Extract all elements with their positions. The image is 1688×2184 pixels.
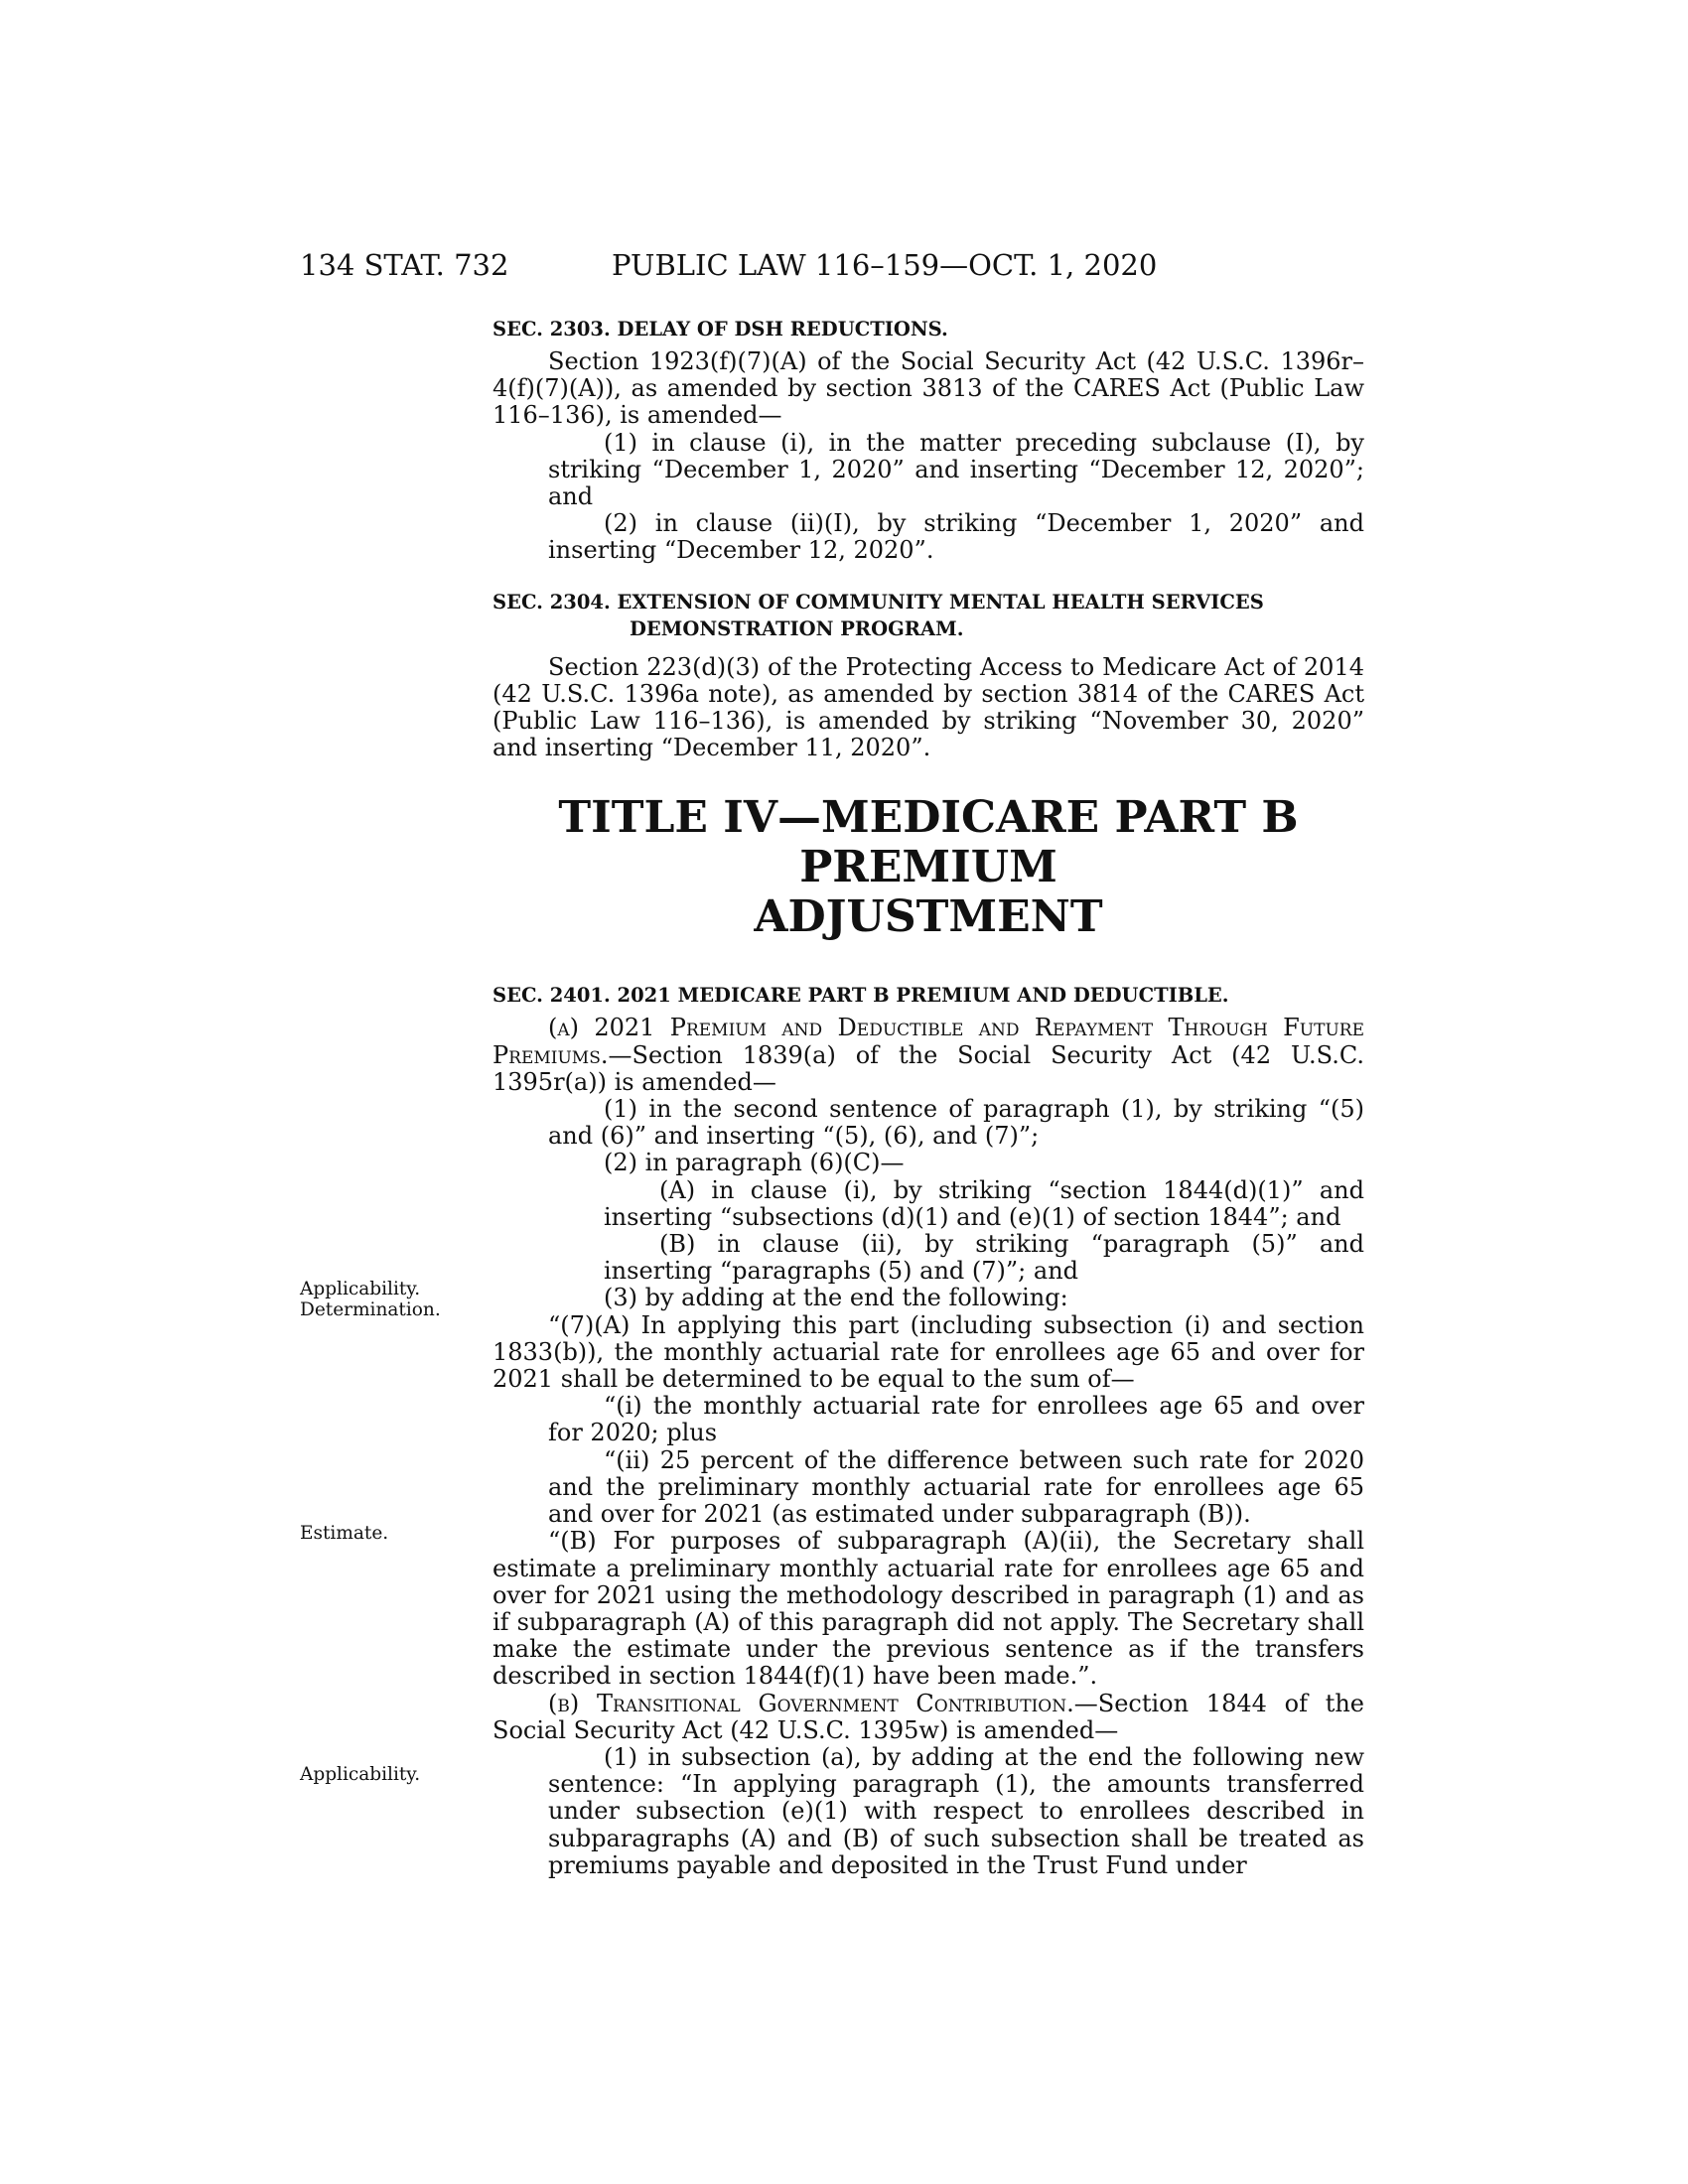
margin-note-applicability-determination xyxy=(300,1279,469,1320)
subsection-a-caption: (a) 2021 Premium and Deductible and Repayment Through Future Premiums. xyxy=(492,1014,1364,1069)
quoted-clause-i: “(i) the monthly actuarial rate for enrollees age 65 and over for 2020; plus xyxy=(548,1392,1364,1447)
title-iv-line-2: ADJUSTMENT xyxy=(754,891,1103,943)
quoted-subparagraph-B: “(B) For purposes of subparagraph (A)(ii), the Secretary shall estimate a preliminary monthly actuarial rate for enrollees age 65 and over for 2021 using the methodology described in paragraph (1) and as if subparagraph (A) of this paragraph did not apply. The Secretary shall make the estimate under the previous sentence as if the transfers described in section 1844(f)(1) have been made.”. xyxy=(492,1527,1364,1691)
section-2303-paragraph-2: (2) in clause (ii)(I), by striking “December 1, 2020” and inserting “December 12, 2020”. xyxy=(548,509,1364,565)
subsection-a-paragraph-2-B: (B) in clause (ii), by striking “paragraph (5)” and inserting “paragraphs (5) and (7)”; and xyxy=(604,1230,1364,1286)
subsection-b-paragraph-1: (1) in subsection (a), by adding at the end the following new sentence: “In applying paragraph (1), the amounts transferred under subsection (e)(1) with respect to enrollees described in subparagraphs (A) and (B) of such subsection shall be treated as premiums payable and deposited in the Trust Fund under xyxy=(548,1742,1364,1879)
section-heading-2401: SEC. 2401. 2021 MEDICARE PART B PREMIUM AND DEDUCTIBLE. xyxy=(492,984,1229,1008)
stat-page-number: 134 STAT. 732 xyxy=(300,248,509,282)
title-iv-line-1: TITLE IV—MEDICARE PART B PREMIUM xyxy=(558,792,1299,893)
subsection-a-paragraph-3: (3) by adding at the end the following: xyxy=(604,1284,1068,1312)
title-iv-heading xyxy=(492,793,1364,942)
subsection-a-paragraph-1: (1) in the second sentence of paragraph (1), by striking “(5) and (6)” and inserting “(5), (6), and (7)”; xyxy=(548,1095,1364,1151)
subsection-a-text: —Section 1839(a) of the Social Security Act (42 U.S.C. 1395r(a)) is amended— xyxy=(492,1040,1364,1096)
margin-note-applicability: Applicability. xyxy=(300,1279,421,1299)
section-2304-text: Section 223(d)(3) of the Protecting Access to Medicare Act of 2014 (42 U.S.C. 1396a note), as amended by section 3814 of the CARES Act (Public Law 116–136), is amended by striking “November 30, 2020” and inserting “December 11, 2020”. xyxy=(492,652,1364,762)
subsection-a-paragraph-2: (2) in paragraph (6)(C)— xyxy=(604,1149,905,1177)
quoted-clause-ii: “(ii) 25 percent of the difference between such rate for 2020 and the preliminary monthly actuarial rate for enrollees age 65 and over for 2021 (as estimated under subparagraph (B)). xyxy=(548,1445,1364,1529)
section-heading-2304: SEC. 2304. EXTENSION OF COMMUNITY MENTAL HEALTH SERVICES DEMONSTRATION PROGRAM. xyxy=(492,590,1264,640)
margin-note-estimate: Estimate. xyxy=(300,1523,389,1544)
subsection-b xyxy=(492,1691,1364,1744)
subsection-a xyxy=(492,1015,1364,1096)
margin-note-applicability-2: Applicability. xyxy=(300,1764,421,1785)
document-body xyxy=(492,316,1364,1879)
public-law-citation: PUBLIC LAW 116–159—OCT. 1, 2020 xyxy=(612,248,1158,282)
subsection-b-text: —Section 1844 of the Social Security Act (42 U.S.C. 1395w) is amended— xyxy=(492,1689,1365,1744)
section-2303-paragraph-1: (1) in clause (i), in the matter preceding subclause (I), by striking “December 1, 2020” and inserting “December 12, 2020”; and xyxy=(548,428,1364,511)
quoted-paragraph-7-A: “(7)(A) In applying this part (including subsection (i) and section 1833(b)), the monthly actuarial rate for enrollees age 65 and over for 2021 shall be determined to be equal to the sum of— xyxy=(492,1310,1364,1394)
section-heading-2303: SEC. 2303. DELAY OF DSH REDUCTIONS. xyxy=(492,318,948,341)
subsection-a-paragraph-2-A: (A) in clause (i), by striking “section 1844(d)(1)” and inserting “subsections (d)(1) and (e)(1) of section 1844”; and xyxy=(604,1175,1364,1231)
section-2303-intro: Section 1923(f)(7)(A) of the Social Security Act (42 U.S.C. 1396r–4(f)(7)(A)), as amended by section 3813 of the CARES Act (Public Law 116–136), is amended— xyxy=(492,347,1364,430)
margin-note-determination: Determination. xyxy=(300,1299,441,1320)
subsection-b-caption: (b) Transitional Government Contribution. xyxy=(548,1689,1074,1717)
